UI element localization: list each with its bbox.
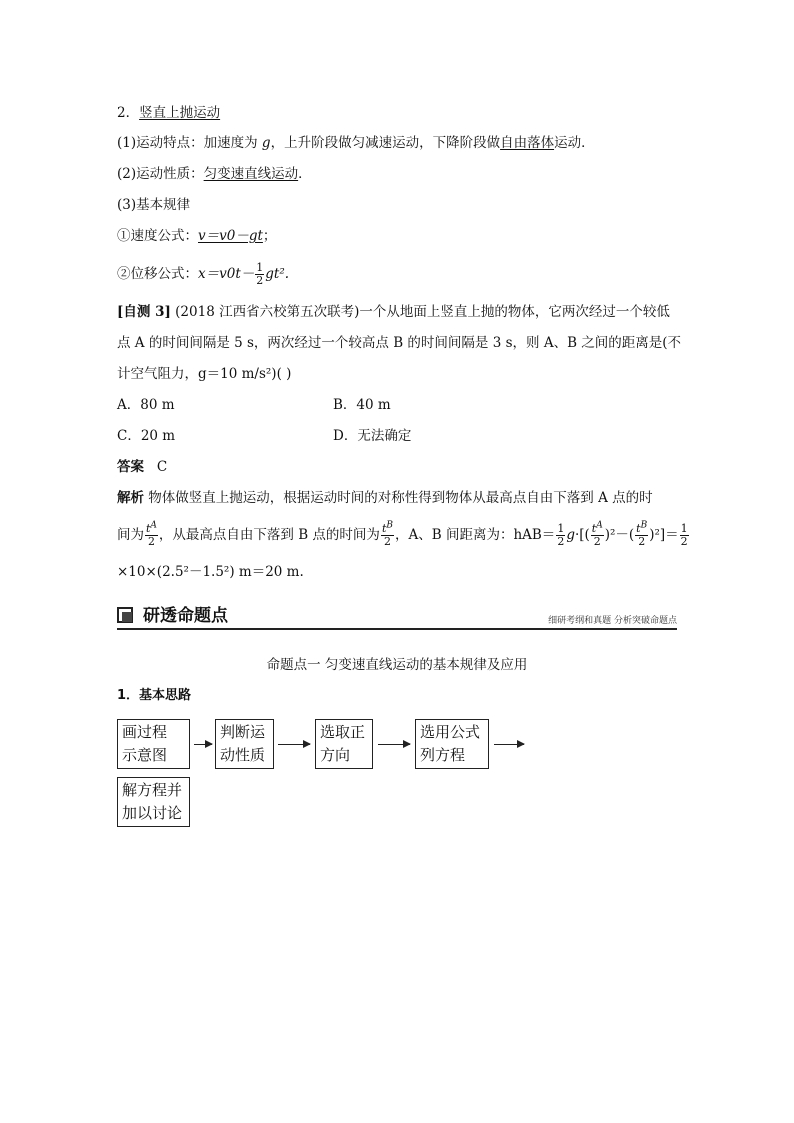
option-c: C．20 m (117, 428, 176, 444)
tA-half: $\frac{t^A}{2}$ (146, 520, 157, 548)
heading-text: 竖直上抛运动 (139, 105, 221, 121)
f2-pre: x＝v0t－ (198, 266, 255, 282)
section-subtitle: 细研考纲和真题 分析突破命题点 (548, 616, 677, 626)
tB-half: $\frac{t^B}{2}$ (381, 520, 393, 548)
p1-end: 运动． (554, 135, 595, 151)
half-result-fraction: $\frac{1}{2}$ (680, 522, 688, 548)
option-b: B．40 m (333, 397, 391, 413)
sec2-heading (117, 103, 220, 123)
arrow-right-icon (194, 744, 212, 745)
flow-step-3: 选取正 方向 (315, 719, 373, 769)
heading-number: 2． (117, 105, 140, 121)
velocity-formula: v＝v0－gt (198, 228, 263, 244)
f1-end: ； (262, 228, 277, 244)
p2-underlined: 匀变速直线运动 (203, 166, 299, 182)
option-d: D．无法确定 (333, 428, 412, 444)
answer-value: C (156, 459, 168, 475)
self-test-line3: 计空气阻力，g＝10 m/s²)( ) (117, 366, 292, 382)
self-test-line2: 点 A 的时间间隔是 5 s，两次经过一个较高点 B 的时间间隔是 3 s，则 A、B 之间的距离是(不 (117, 335, 682, 351)
p1-g: g (261, 135, 271, 151)
flow-step-4: 选用公式 列方程 (415, 719, 489, 769)
analysis-line3: ×10×(2.5²－1.5²) m＝20 m. (117, 564, 304, 580)
p2-end: ． (298, 166, 312, 182)
half-g-fraction: $\frac{1}{2}$ (557, 522, 565, 548)
self-test-tag: [自测 3] (117, 304, 171, 320)
analysis-label: 解析 (117, 490, 144, 506)
flow-step-2: 判断运 动性质 (215, 719, 274, 769)
displacement-formula-line (117, 262, 289, 287)
analysis-mid2: ，A、B 间距离为：hAB＝ (394, 527, 556, 543)
analysis-mid: ，从最高点自由下落到 B 点的时间为 (158, 527, 380, 543)
f2-post: gt². (265, 266, 290, 282)
arrow-right-icon (378, 744, 410, 745)
tB-half-2: $\frac{t^B}{2}$ (636, 520, 648, 548)
analysis-line1 (117, 488, 653, 508)
self-test-line1 (117, 302, 670, 322)
p1-underlined: 自由落体 (500, 135, 555, 151)
analysis-eq: ＝ (665, 527, 679, 543)
answer-label: 答案 (117, 459, 144, 475)
arrow-right-icon (494, 744, 524, 745)
sec2-p3: (3)基本规律 (117, 197, 191, 213)
p1-mid: ，上升阶段做匀减速运动，下降阶段做 (270, 135, 501, 151)
p1-label: (1)运动特点：加速度为 (117, 135, 262, 151)
basic-idea-heading: 1．基本思路 (117, 688, 192, 703)
section-title: 研透命题点 (143, 606, 228, 626)
sec2-p1 (117, 133, 595, 153)
tA-half-2: $\frac{t^A}{2}$ (591, 520, 603, 548)
analysis-text1: 物体做竖直上抛运动，根据运动时间的对称性得到物体从最高点自由下落到 A 点的时 (144, 490, 653, 506)
flow-step-1: 画过程 示意图 (117, 719, 190, 769)
analysis-pre: 间为 (117, 527, 144, 543)
f1-label: ①速度公式： (117, 228, 198, 244)
analysis-line2: 间为 $\frac{t^A}{2}$ ，从最高点自由下落到 B 点的时间为 $\frac{t^B}{2}$ ，A、B 间距离为：hAB＝ $\frac{1}{2}$ g·[( $\frac{t^A}{2}$ )²－( $\frac{t^B}{2}$ )²]＝ $\frac{1}{2}$ (117, 520, 688, 548)
sec2-p2 (117, 164, 312, 184)
f2-label: ②位移公式： (117, 266, 198, 282)
point-title: 命题点一 匀变速直线运动的基本规律及应用 (266, 657, 528, 673)
option-a: A．80 m (117, 397, 175, 413)
velocity-formula-line (117, 226, 276, 246)
section-square-icon (117, 607, 133, 623)
arrow-right-icon (278, 744, 310, 745)
half-fraction: $\frac{1}{2}$ (256, 261, 264, 287)
section-header-bar (117, 604, 677, 630)
self-test-text1: (2018 江西省六校第五次联考)一个从地面上竖直上抛的物体，它两次经过一个较低 (170, 304, 670, 320)
flow-step-5: 解方程并 加以讨论 (117, 777, 190, 827)
p2-label: (2)运动性质： (117, 166, 204, 182)
answer-line (117, 457, 167, 477)
